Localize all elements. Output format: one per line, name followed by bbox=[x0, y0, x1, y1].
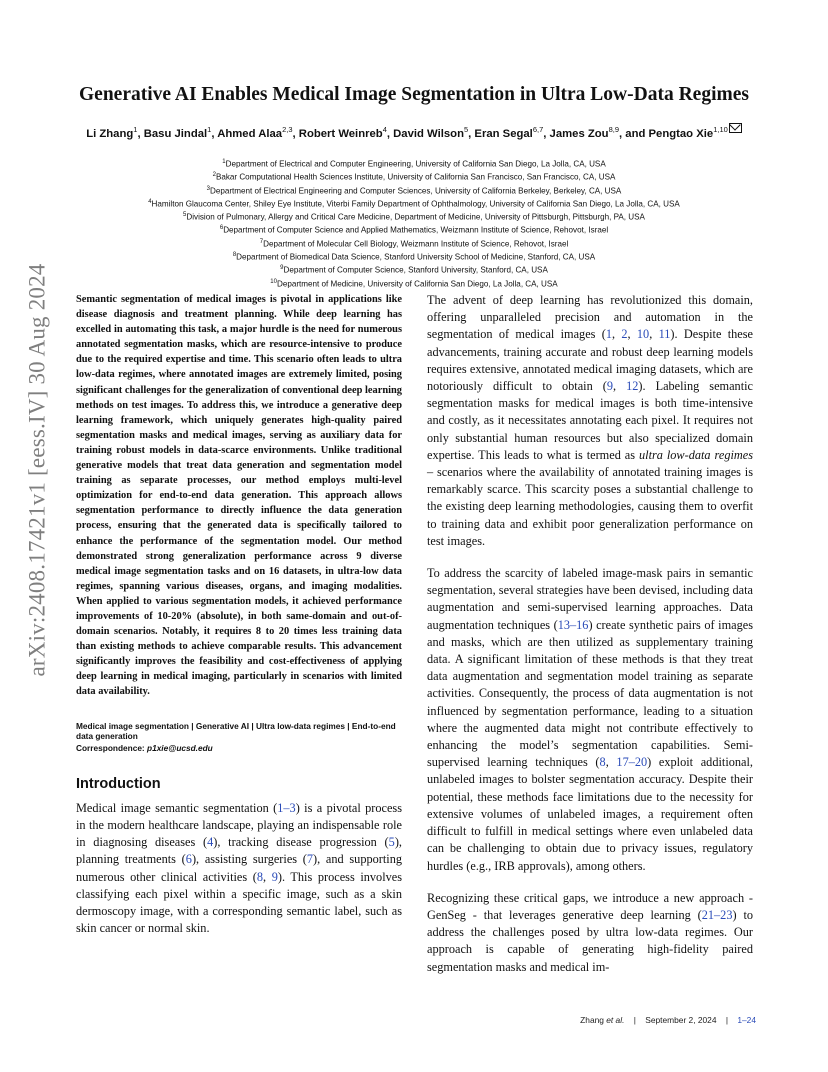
author-affiliation-number: 2,3 bbox=[282, 125, 293, 134]
introduction-heading: Introduction bbox=[76, 775, 161, 792]
paragraph-text: ), assisting surgeries ( bbox=[191, 852, 307, 867]
affiliation-number: 4 bbox=[148, 198, 152, 205]
footer-separator: | bbox=[633, 1015, 636, 1025]
affiliation-number: 6 bbox=[219, 225, 224, 232]
author-name: Pengtao Xie bbox=[648, 127, 714, 140]
affiliation-line bbox=[0, 210, 828, 223]
author-separator: , bbox=[211, 127, 218, 140]
author-affiliation-number: 5 bbox=[463, 125, 469, 134]
intro-paragraph-1 bbox=[76, 800, 402, 938]
citation-link[interactable]: 10 bbox=[636, 327, 650, 342]
paragraph-text: , bbox=[611, 327, 622, 342]
author-affiliation-number: 4 bbox=[382, 125, 387, 134]
paragraph-text: , bbox=[605, 755, 617, 770]
intro-paragraph-2 bbox=[427, 292, 753, 550]
keywords: Medical image segmentation | Generative AI | Ultra low-data regimes | End-to-end data generation bbox=[76, 720, 396, 742]
citation-link[interactable]: 17–20 bbox=[616, 755, 648, 770]
affiliation-text: Division of Pulmonary, Allergy and Critical Care Medicine, Department of Medicine, University of Pittsburgh, Pittsburgh, PA, USA bbox=[186, 212, 645, 222]
paragraph-text: ) is a pivotal process in the modern healthcare landscape, playing an indispensable role in diagnosing diseases ( bbox=[76, 800, 402, 850]
affiliation-text: Department of Molecular Cell Biology, Weizmann Institute of Science, Rehovot, Israel bbox=[263, 239, 569, 249]
author-separator: , and bbox=[619, 127, 649, 140]
author-name: James Zou bbox=[549, 127, 609, 140]
author-name: Basu Jindal bbox=[143, 127, 208, 140]
affiliation-text: Department of Medicine, University of California San Diego, La Jolla, CA, USA bbox=[276, 279, 558, 289]
affiliation-number: 8 bbox=[232, 251, 237, 258]
left-column bbox=[76, 292, 402, 952]
paragraph-text: ). Despite these advancements, training accurate and robust deep learning models requires extensive, annotated medical imaging datasets, which are notoriously difficult to obtain ( bbox=[427, 327, 753, 394]
affiliation-line bbox=[0, 223, 828, 236]
citation-link[interactable]: 12 bbox=[626, 379, 639, 394]
emphasized-term: ultra low-data regimes bbox=[639, 447, 754, 462]
footer-separator: | bbox=[725, 1015, 729, 1025]
author-name: Eran Segal bbox=[474, 127, 533, 140]
affiliation-line bbox=[0, 263, 828, 276]
paragraph-text: ) exploit additional, unlabeled images to bolster segmentation accuracy. Despite their potential, these methods face limitations due to the necessity for extensive volumes of unlabeled images, a requirement often difficult to fulfill in medical settings where even unlabeled data can be challenging to obtain due to privacy issues, regulatory hurdles (e.g., IRB approvals), among others. bbox=[427, 755, 753, 873]
paragraph-text: ) to address the challenges posed by ultra low-data regimes. Our approach is capable of generating high-fidelity paired segmentation masks and medical im- bbox=[427, 907, 754, 974]
intro-paragraph-4 bbox=[427, 890, 753, 976]
envelope-icon bbox=[729, 123, 742, 133]
intro-paragraph-3 bbox=[427, 565, 753, 875]
author-affiliation-number: 8,9 bbox=[608, 125, 620, 134]
affiliation-line bbox=[0, 250, 828, 263]
citation-link[interactable]: 5 bbox=[388, 835, 395, 850]
author-separator: , bbox=[292, 127, 299, 140]
affiliation-number: 9 bbox=[280, 265, 284, 272]
affiliation-number: 5 bbox=[183, 212, 187, 219]
footer-etal: et al. bbox=[606, 1015, 625, 1025]
footer-date: September 2, 2024 bbox=[645, 1015, 717, 1025]
footer-pages: 1–24 bbox=[737, 1015, 756, 1025]
paragraph-text: ). Labeling semantic segmentation masks for medical images is both time-intensive and costly, as it necessitates annotating each pixel. It requires not only substantial human resources but also specialized domain expertise. This leads to what is termed as bbox=[427, 379, 753, 462]
author-name: David Wilson bbox=[393, 127, 464, 140]
paper-title: Generative AI Enables Medical Image Segmentation in Ultra Low-Data Regimes bbox=[79, 84, 749, 105]
citation-link[interactable]: 21–23 bbox=[701, 907, 733, 922]
citation-link[interactable]: 13–16 bbox=[557, 617, 589, 632]
paragraph-text: , bbox=[627, 327, 637, 342]
author-separator: , bbox=[386, 127, 394, 140]
affiliation-text: Hamilton Glaucoma Center, Shiley Eye Institute, Viterbi Family Department of Ophthalmology, University of California San Diego, La Jolla, CA, USA bbox=[151, 199, 680, 209]
author-list bbox=[0, 125, 828, 140]
citation-link[interactable]: 11 bbox=[658, 327, 671, 342]
paragraph-text: ), and supporting numerous other clinical activities ( bbox=[76, 852, 402, 884]
citation-link[interactable]: 8 bbox=[256, 869, 263, 884]
citation-link[interactable]: 7 bbox=[306, 852, 314, 867]
affiliation-list bbox=[0, 157, 828, 290]
citation-link[interactable]: 9 bbox=[606, 379, 613, 394]
author-separator: , bbox=[468, 127, 475, 140]
citation-link[interactable]: 4 bbox=[207, 835, 214, 850]
affiliation-line bbox=[0, 197, 828, 210]
citation-link[interactable]: 8 bbox=[599, 755, 606, 770]
paragraph-text: ), planning treatments ( bbox=[76, 835, 402, 867]
correspondence-label: Correspondence: bbox=[76, 742, 145, 753]
page-footer bbox=[580, 1015, 756, 1025]
paragraph-text: The advent of deep learning has revolutionized this domain, offering unparalleled precision and automation in the segmentation of medical images ( bbox=[427, 293, 753, 342]
affiliation-text: Bakar Computational Health Sciences Institute, University of California San Francisco, San Francisco, CA, USA bbox=[215, 172, 616, 182]
affiliation-text: Department of Electrical and Computer Engineering, University of California San Diego, La Jolla, CA, USA bbox=[225, 159, 606, 169]
affiliation-line bbox=[0, 157, 828, 170]
affiliation-text: Department of Electrical Engineering and Computer Sciences, University of California Berkeley, Berkeley, CA, USA bbox=[210, 186, 622, 196]
paragraph-text: – scenarios where the availability of annotated training images is remarkably scarce. This scarcity poses a substantial challenge to the existing deep learning methodologies, causing them to overfit to training data and exhibit poor generalization performance on test images. bbox=[427, 465, 753, 548]
arxiv-id-text: arXiv:2408.17421v1 [eess.IV] 30 Aug 2024 bbox=[24, 263, 50, 677]
correspondence bbox=[76, 742, 402, 754]
author-name: Li Zhang bbox=[86, 127, 134, 140]
author-affiliation-number: 1 bbox=[133, 125, 138, 134]
author-name: Robert Weinreb bbox=[298, 127, 383, 140]
footer-author: Zhang bbox=[580, 1015, 607, 1025]
paragraph-text: Recognizing these critical gaps, we introduce a new approach - GenSeg - that leverages generative deep learning ( bbox=[427, 890, 753, 922]
arxiv-identifier-stamp bbox=[22, 263, 52, 677]
paragraph-text: ) create synthetic pairs of images and masks, which are then utilized as supplementary training data. A significant limitation of these methods is that they treat data augmentation and segmentation model training as separate activities. Consequently, the process of data augmentation is not influenced by segmentation performance, leading to a situation where the augmented data might not contribute effectively to enhancing the model’s segmentation capabilities. Semi-supervised learning techniques ( bbox=[427, 617, 753, 770]
correspondence-email[interactable]: p1xie@ucsd.edu bbox=[147, 742, 213, 753]
affiliation-text: Department of Computer Science, Stanford University, Stanford, CA, USA bbox=[283, 265, 548, 275]
author-affiliation-number: 1 bbox=[207, 125, 212, 134]
citation-link[interactable]: 2 bbox=[621, 327, 628, 342]
affiliation-number: 10 bbox=[270, 278, 277, 285]
citation-link[interactable]: 1 bbox=[605, 327, 612, 342]
paragraph-text: ). This process involves classifying each pixel within a specific image, such as a skin dermoscopy image, with a corresponding semantic label, such as skin cancer or normal skin. bbox=[76, 869, 403, 936]
affiliation-number: 1 bbox=[222, 159, 226, 165]
affiliation-line bbox=[0, 237, 828, 250]
citation-link[interactable]: 9 bbox=[271, 869, 278, 884]
affiliation-line bbox=[0, 277, 828, 290]
affiliation-line bbox=[0, 184, 828, 197]
citation-link[interactable]: 1–3 bbox=[277, 800, 296, 815]
right-column bbox=[427, 292, 753, 991]
affiliation-text: Department of Computer Science and Applied Mathematics, Weizmann Institute of Science, Rehovot, Israel bbox=[223, 226, 609, 236]
author-separator: , bbox=[137, 127, 144, 140]
author-separator: , bbox=[543, 127, 550, 140]
affiliation-text: Department of Biomedical Data Science, Stanford University School of Medicine, Stanford, CA, USA bbox=[236, 252, 596, 262]
paragraph-text: To address the scarcity of labeled image-mask pairs in semantic segmentation, several strategies have been devised, including data augmentation and semi-supervised learning approaches. Data augmentation techniques ( bbox=[427, 566, 753, 632]
author-affiliation-number: 1,10 bbox=[713, 125, 728, 134]
paragraph-text: , bbox=[649, 327, 659, 342]
paragraph-text: , bbox=[263, 869, 272, 884]
paragraph-text: , bbox=[613, 379, 627, 394]
affiliation-number: 7 bbox=[259, 238, 264, 245]
abstract: Semantic segmentation of medical images is pivotal in applications like disease diagnosis and treatment planning. While deep learning has excelled in automating this task, a major hurdle is the need for numerous annotated segmentation masks, which are resource-intensive to produce due to the required expertise and time. This scenario often leads to ultra low-data regimes, where annotated images are extremely limited, posing significant challenges for the generalization of conventional deep learning methods on test images. To address this, we introduce a generative deep learning framework, which uniquely generates high-quality paired segmentation masks and medical images, serving as auxiliary data for training robust models in data-scarce environments. Unlike traditional generative models that treat data generation and segmentation model training as separate processes, our method employs multi-level optimization for end-to-end data generation. This approach allows segmentation performance to directly influence the data generation process, ensuring that the generated data is specifically tailored to enhance the performance of the segmentation model. Our method demonstrated strong generalization performance across 9 diverse medical image segmentation tasks and on 16 datasets, in ultra-low data regimes, spanning various diseases, organs, and imaging modalities. When applied to various segmentation models, it achieved performance improvements of 10-20% (absolute), in both same-domain and out-of-domain scenarios. Notably, it requires 8 to 20 times less training data than existing methods to achieve comparable results. This advancement significantly improves the feasibility and cost-effectiveness of applying deep learning in medical imaging, particularly in scenarios with limited data availability. bbox=[76, 294, 402, 698]
paragraph-text: Medical image semantic segmentation ( bbox=[76, 800, 278, 815]
author-affiliation-number: 6,7 bbox=[532, 125, 544, 134]
citation-link[interactable]: 6 bbox=[185, 852, 192, 867]
paragraph-text: ), tracking disease progression ( bbox=[213, 835, 389, 850]
affiliation-line bbox=[0, 170, 828, 183]
affiliation-number: 3 bbox=[206, 185, 211, 192]
author-name: Ahmed Alaa bbox=[217, 127, 283, 140]
affiliation-number: 2 bbox=[212, 172, 216, 179]
